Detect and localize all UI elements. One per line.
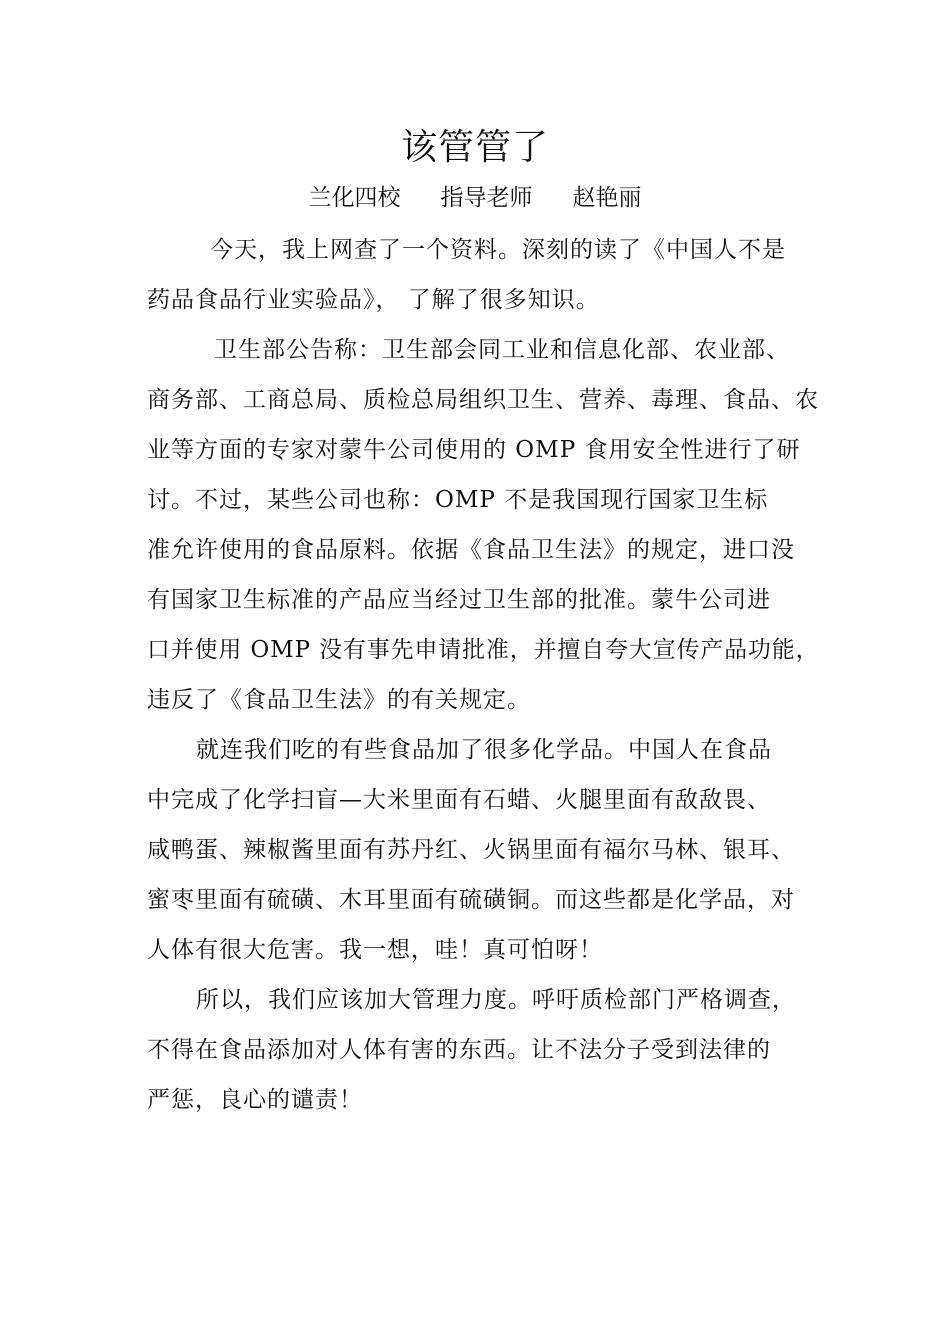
text-line: 人体有很大危害。我一想，哇！真可怕呀！ xyxy=(147,937,603,963)
byline-school: 兰化四校 xyxy=(308,185,401,211)
text-line: 不得在食品添加对人体有害的东西。让不法分子受到法律的 xyxy=(147,1037,771,1063)
text-line: 蜜枣里面有硫磺、木耳里面有硫磺铜。而这些都是化学品，对 xyxy=(147,887,795,913)
text-line: 所以，我们应该加大管理力度。呼吁质检部门严格调查， xyxy=(196,987,796,1013)
byline xyxy=(0,180,950,216)
text-line: 违反了《食品卫生法》的有关规定。 xyxy=(147,687,531,713)
text-line: 准允许使用的食品原料。依据《食品卫生法》的规定，进口没 xyxy=(147,537,795,563)
text-line: 今天，我上网查了一个资料。深刻的读了《中国人不是 xyxy=(210,237,786,263)
text-line: 口并使用 OMP 没有事先申请批准，并擅自夸大宣传产品功能， xyxy=(147,637,820,663)
text-line: 业等方面的专家对蒙牛公司使用的 OMP 食用安全性进行了研 xyxy=(147,437,801,463)
text-line: 药品食品行业实验品》， 了解了很多知识。 xyxy=(147,287,600,313)
text-line: 咸鸭蛋、辣椒酱里面有苏丹红、火锅里面有福尔马林、银耳、 xyxy=(147,837,795,863)
text-line: 讨。不过，某些公司也称：OMP 不是我国现行国家卫生标 xyxy=(147,487,769,513)
text-line: 商务部、工商总局、质检总局组织卫生、营养、毒理、食品、农 xyxy=(147,387,819,413)
document-title: 该管管了 xyxy=(400,127,549,168)
text-line: 就连我们吃的有些食品加了很多化学品。中国人在食品 xyxy=(196,737,772,763)
byline-role: 指导老师 xyxy=(440,185,533,211)
text-line: 卫生部公告称：卫生部会同工业和信息化部、农业部、 xyxy=(214,337,790,363)
text-line: 有国家卫生标准的产品应当经过卫生部的批准。蒙牛公司进 xyxy=(147,587,771,613)
text-line: 中完成了化学扫盲—大米里面有石蜡、火腿里面有敌敌畏、 xyxy=(147,787,771,813)
text-line: 严惩，良心的谴责！ xyxy=(147,1087,363,1113)
byline-teacher: 赵艳丽 xyxy=(572,185,642,211)
